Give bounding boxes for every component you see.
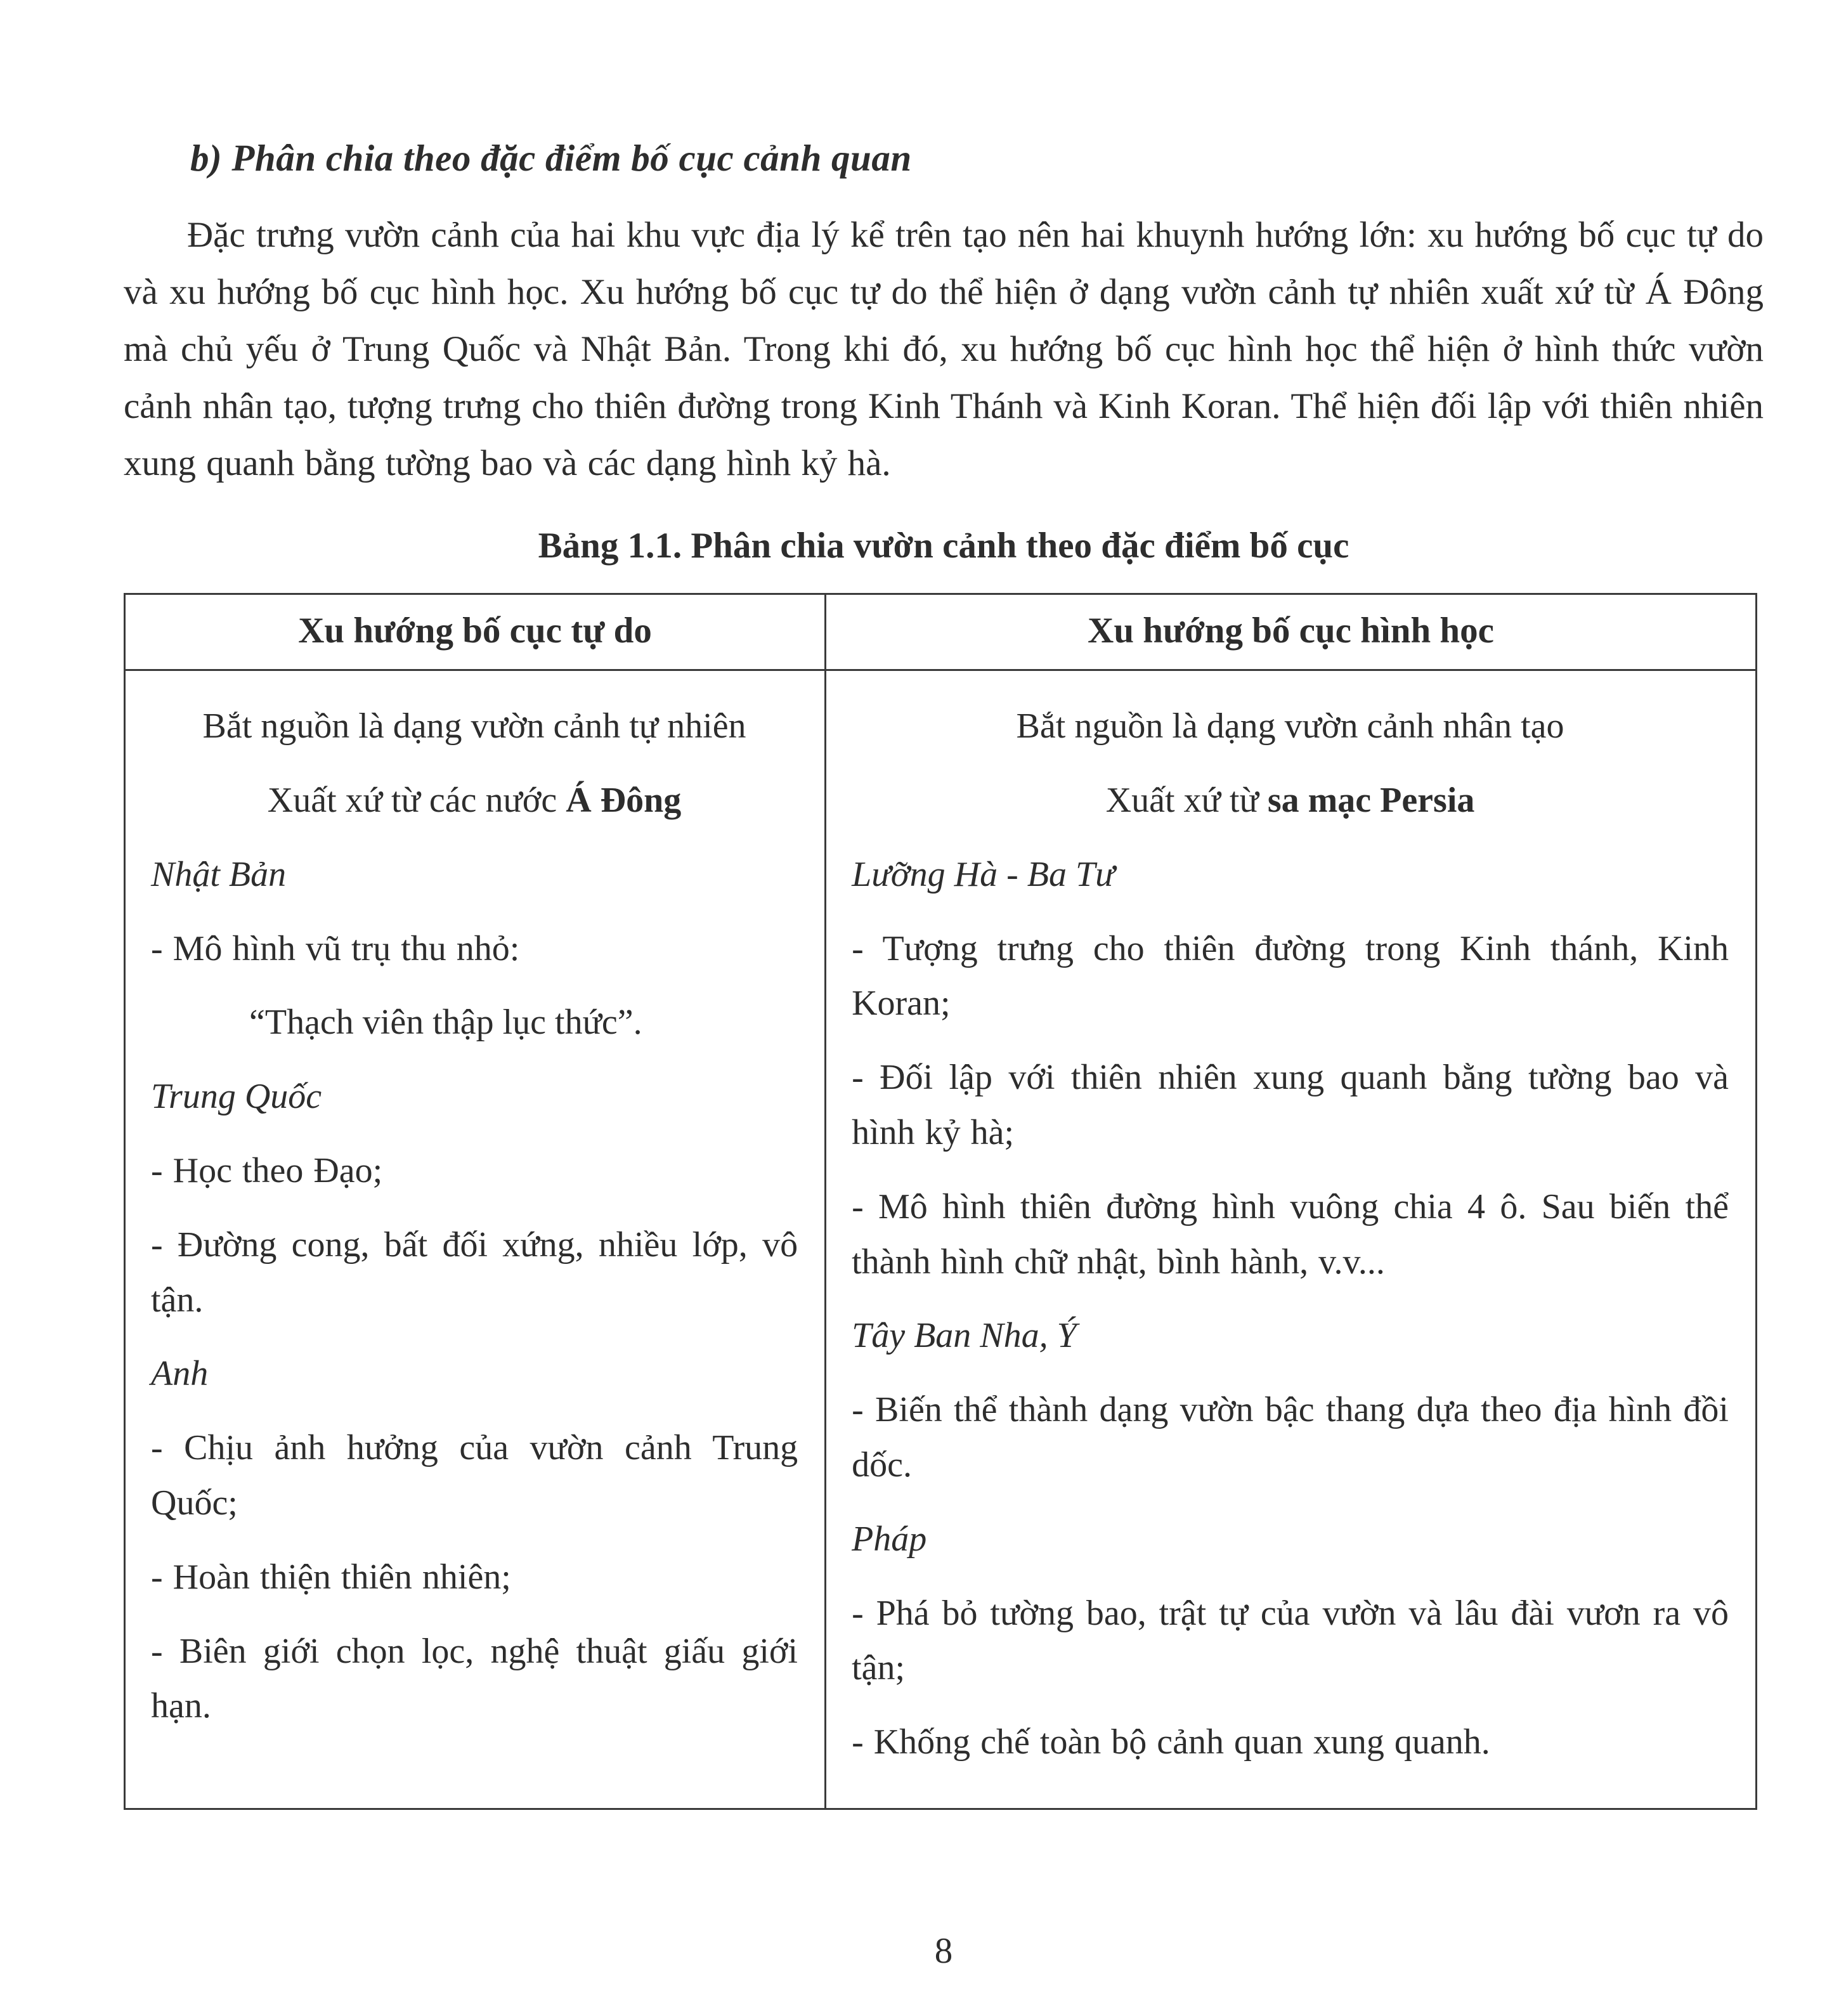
page-number: 8 — [934, 1931, 953, 1971]
comparison-table — [124, 593, 1757, 1810]
table-cell-line-item: - Mô hình vũ trụ thu nhỏ: — [151, 928, 520, 968]
table-cell-line-quote: “Thạch viên thập lục thức”. — [249, 1003, 642, 1043]
table-cell-line-label: Pháp — [852, 1519, 927, 1559]
table-cell-line-label: Lưỡng Hà - Ba Tư — [852, 854, 1115, 894]
table-cell-line-item: - Biên giới chọn lọc, nghệ thuật giấu giới hạn. — [151, 1631, 798, 1726]
table-cell-geometric-layout — [826, 671, 1755, 1808]
table-cell-line-center: Xuất xứ từ các nước Á Đông — [267, 781, 682, 821]
table-cell-line-item: - Chịu ảnh hưởng của vườn cảnh Trung Quốc; — [151, 1428, 798, 1523]
table-cell-line-item: - Biến thể thành dạng vườn bậc thang dựa theo địa hình đồi dốc. — [852, 1390, 1729, 1485]
table-cell-line-item: - Phá bỏ tường bao, trật tự của vườn và lâu đài vươn ra vô tận; — [852, 1593, 1729, 1688]
table-cell-line-label: Anh — [151, 1354, 209, 1394]
table-cell-line-item: - Đường cong, bất đối xứng, nhiều lớp, vô tận. — [151, 1225, 798, 1320]
table-header-geometric-layout: Xu hướng bố cục hình học — [826, 595, 1755, 671]
table-header-free-layout: Xu hướng bố cục tự do — [126, 595, 826, 671]
table-cell-line-item: - Học theo Đạo; — [151, 1151, 383, 1191]
table-cell-line-label: Tây Ban Nha, Ý — [852, 1316, 1077, 1356]
table-caption: Bảng 1.1. Phân chia vườn cảnh theo đặc điểm bố cục — [538, 526, 1349, 566]
table-cell-line-item: - Tượng trưng cho thiên đường trong Kinh thánh, Kinh Koran; — [852, 928, 1729, 1024]
table-cell-line-center: Xuất xứ từ sa mạc Persia — [1105, 781, 1475, 821]
table-cell-line-label: Nhật Bản — [151, 854, 287, 894]
table-cell-line-item: - Hoàn thiện thiên nhiên; — [151, 1557, 511, 1597]
table-cell-free-layout — [126, 671, 826, 1808]
table-cell-line-label: Trung Quốc — [151, 1077, 322, 1117]
section-heading: b) Phân chia theo đặc điểm bố cục cảnh quan — [190, 137, 912, 179]
intro-paragraph: Đặc trưng vườn cảnh của hai khu vực địa lý kể trên tạo nên hai khuynh hướng lớn: xu hướng bố cục tự do và xu hướng bố cục hình học. Xu hướng bố cục tự do thể hiện ở dạng vườn cảnh tự nhiên xuất xứ từ Á Đông mà chủ yếu ở Trung Quốc và Nhật Bản. Trong khi đó, xu hướng bố cục hình học thể hiện ở hình thức vườn cảnh nhân tạo, tượng trưng cho thiên đường trong Kinh Thánh và Kinh Koran. Thể hiện đối lập với thiên nhiên xung quanh bằng tường bao và các dạng hình kỷ hà. — [124, 215, 1764, 484]
table-cell-line-item: - Đối lập với thiên nhiên xung quanh bằng tường bao và hình kỷ hà; — [852, 1058, 1729, 1153]
table-cell-line-center: Bắt nguồn là dạng vườn cảnh tự nhiên — [202, 706, 746, 746]
table-cell-line-center: Bắt nguồn là dạng vườn cảnh nhân tạo — [1016, 706, 1564, 746]
table-cell-line-item: - Mô hình thiên đường hình vuông chia 4 ô. Sau biến thể thành hình chữ nhật, bình hành, v.v... — [852, 1187, 1729, 1282]
table-cell-line-item: - Khống chế toàn bộ cảnh quan xung quanh. — [852, 1722, 1490, 1762]
